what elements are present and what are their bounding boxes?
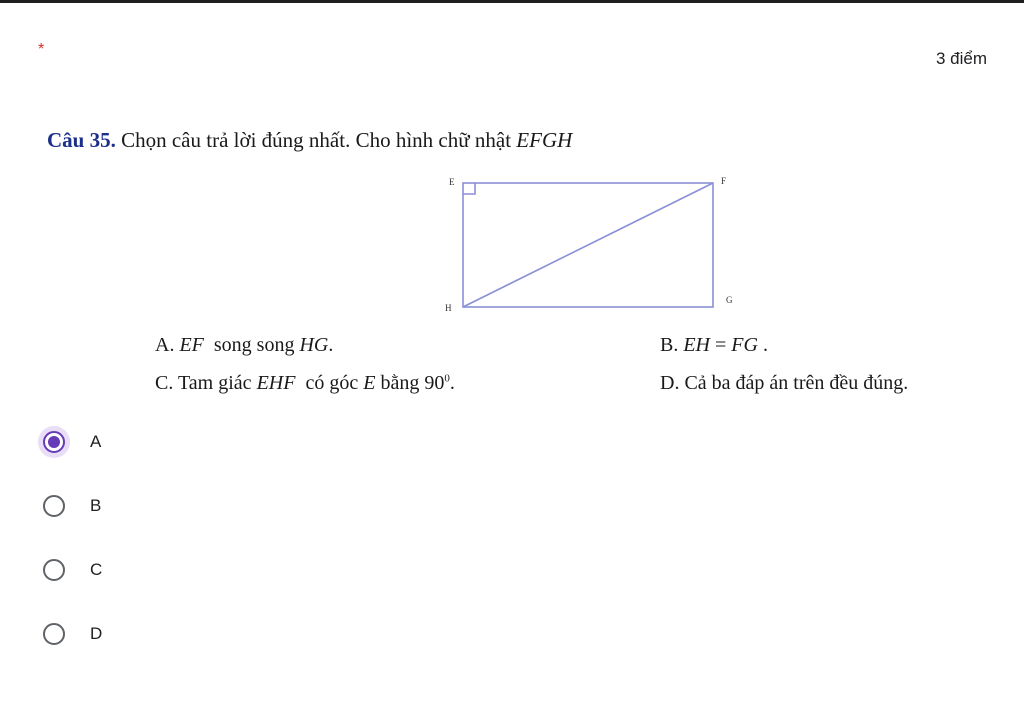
- question-body: Chọn câu trả lời đúng nhất. Cho hình chữ nhật: [121, 128, 512, 152]
- rectangle-figure: [430, 166, 733, 316]
- required-mark: *: [38, 41, 45, 58]
- radio-button-d[interactable]: [43, 623, 65, 645]
- vertex-label-g: G: [726, 295, 733, 305]
- vertex-label-h: H: [445, 303, 452, 313]
- question-text: [47, 128, 572, 153]
- radio-button-a[interactable]: [43, 431, 65, 453]
- choice-label-a: A: [90, 432, 102, 451]
- answer-text-d: D. Cả ba đáp án trên đều đúng.: [660, 372, 909, 394]
- radio-a-highlight: [38, 426, 70, 458]
- radio-button-c[interactable]: [43, 559, 65, 581]
- top-border: [0, 0, 1024, 3]
- choice-c[interactable]: [38, 555, 102, 585]
- radio-b-wrap: [38, 490, 70, 522]
- shape-name: EFGH: [516, 128, 573, 152]
- choice-label-d: D: [90, 624, 103, 643]
- vertex-label-e: E: [449, 177, 455, 187]
- choice-label-b: B: [90, 496, 102, 515]
- radio-c-wrap: [38, 554, 70, 586]
- radio-dot: [48, 436, 60, 448]
- vertex-label-f: F: [721, 176, 727, 186]
- radio-button-b[interactable]: [43, 495, 65, 517]
- radio-d-wrap: [38, 618, 70, 650]
- diagonal-hf: [463, 183, 713, 307]
- choice-a[interactable]: [38, 427, 101, 457]
- choice-label-c: C: [90, 560, 103, 579]
- answer-text-c: C. Tam giác EHF có góc E bằng $90^0$.: [155, 372, 455, 394]
- answer-text-b: B. EH = FG .: [660, 334, 768, 356]
- answer-text-a: A. EF song song HG.: [155, 334, 334, 356]
- points-label: 3 điểm: [935, 49, 987, 68]
- choice-b[interactable]: [38, 491, 101, 521]
- question-number: Câu 35.: [47, 128, 116, 152]
- choice-d[interactable]: [38, 619, 102, 649]
- right-angle-mark: [463, 183, 475, 194]
